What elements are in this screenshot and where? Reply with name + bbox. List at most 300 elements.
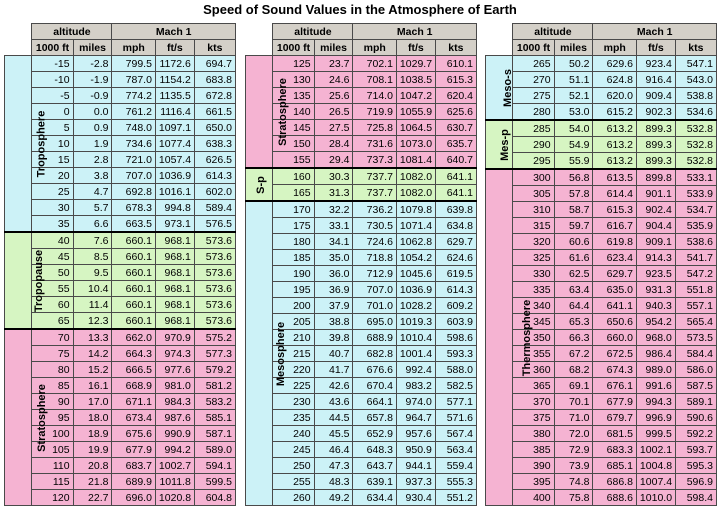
altitude-miles-cell: 63.4 — [554, 282, 593, 298]
altitude-miles-cell: 35.0 — [314, 250, 353, 266]
table-row — [246, 266, 477, 282]
header-altitude: altitude — [32, 24, 112, 40]
table-row — [486, 56, 717, 72]
kts-cell: 595.3 — [675, 458, 716, 474]
ft-per-s-cell: 899.3 — [636, 120, 675, 137]
ft-per-s-cell: 994.8 — [155, 200, 194, 216]
mph-cell: 724.6 — [353, 234, 396, 250]
kts-cell: 573.6 — [194, 313, 235, 330]
kts-cell: 589.0 — [194, 442, 235, 458]
kts-cell: 576.5 — [194, 216, 235, 233]
altitude-ft-cell: 220 — [273, 362, 314, 378]
mph-cell: 718.8 — [353, 250, 396, 266]
mph-cell: 707.0 — [353, 282, 396, 298]
mph-cell: 712.9 — [353, 266, 396, 282]
altitude-miles-cell: 69.1 — [554, 378, 593, 394]
kts-cell: 598.4 — [675, 490, 716, 506]
layer-label — [486, 56, 513, 121]
ft-per-s-cell: 1001.4 — [396, 346, 435, 362]
kts-cell: 619.5 — [435, 266, 476, 282]
ft-per-s-cell: 996.9 — [636, 410, 675, 426]
table-row — [486, 186, 717, 202]
mph-cell: 629.6 — [593, 56, 636, 72]
ft-per-s-cell: 990.9 — [155, 426, 194, 442]
mph-cell: 660.1 — [112, 297, 155, 313]
altitude-miles-cell: 31.3 — [314, 185, 353, 202]
table-row — [486, 88, 717, 104]
header-ft-per-s: ft/s — [396, 40, 435, 56]
altitude-miles-cell: 0.0 — [73, 104, 112, 120]
altitude-miles-cell: 67.2 — [554, 346, 593, 362]
table-row — [486, 442, 717, 458]
table-row — [486, 120, 717, 137]
altitude-miles-cell: 45.5 — [314, 426, 353, 442]
altitude-ft-cell: 200 — [273, 298, 314, 314]
mph-cell: 675.6 — [112, 426, 155, 442]
layer-label-text: Stratosphere — [35, 383, 48, 452]
mph-cell: 734.6 — [112, 136, 155, 152]
mph-cell: 696.0 — [112, 490, 155, 506]
altitude-miles-cell: 10.4 — [73, 281, 112, 297]
mph-cell: 677.9 — [593, 394, 636, 410]
altitude-miles-cell: 74.8 — [554, 474, 593, 490]
ft-per-s-cell: 1073.0 — [396, 136, 435, 152]
mph-cell: 613.2 — [593, 137, 636, 153]
kts-cell: 614.3 — [194, 168, 235, 184]
mph-cell: 682.8 — [353, 346, 396, 362]
kts-cell: 589.4 — [194, 200, 235, 216]
kts-cell: 593.3 — [435, 346, 476, 362]
kts-cell: 582.5 — [435, 378, 476, 394]
table-row — [246, 152, 477, 169]
altitude-miles-cell: 49.2 — [314, 490, 353, 506]
ft-per-s-cell: 974.0 — [396, 394, 435, 410]
altitude-miles-cell: 25.6 — [314, 88, 353, 104]
ft-per-s-cell: 968.1 — [155, 249, 194, 265]
altitude-ft-cell: 390 — [513, 458, 554, 474]
kts-cell: 614.3 — [435, 282, 476, 298]
ft-per-s-cell: 1004.8 — [636, 458, 675, 474]
ft-per-s-cell: 1079.8 — [396, 201, 435, 218]
mph-cell: 619.8 — [593, 234, 636, 250]
table-row — [5, 184, 236, 200]
layer-label-text: Thermosphere — [521, 299, 534, 376]
ft-per-s-cell: 984.3 — [155, 394, 194, 410]
mph-cell: 761.2 — [112, 104, 155, 120]
kts-cell: 555.3 — [435, 474, 476, 490]
mph-cell: 737.7 — [353, 185, 396, 202]
mph-cell: 664.1 — [353, 394, 396, 410]
mph-cell: 731.6 — [353, 136, 396, 152]
table-row — [5, 490, 236, 506]
table-row — [5, 56, 236, 72]
mph-cell: 634.4 — [353, 490, 396, 506]
altitude-ft-cell: -5 — [32, 88, 73, 104]
table-row — [246, 474, 477, 490]
ft-per-s-cell: 991.6 — [636, 378, 675, 394]
ft-per-s-cell: 916.4 — [636, 72, 675, 88]
altitude-miles-cell: 38.8 — [314, 314, 353, 330]
header-blank — [246, 24, 273, 56]
mph-cell: 737.3 — [353, 152, 396, 169]
table-row — [5, 474, 236, 490]
altitude-miles-cell: 62.5 — [554, 266, 593, 282]
altitude-miles-cell: 39.8 — [314, 330, 353, 346]
altitude-miles-cell: 52.1 — [554, 88, 593, 104]
table-row — [5, 329, 236, 346]
kts-cell: 592.2 — [675, 426, 716, 442]
kts-cell: 534.7 — [675, 202, 716, 218]
header-kts: kts — [194, 40, 235, 56]
header-mach-1: Mach 1 — [593, 24, 717, 40]
altitude-ft-cell: 155 — [273, 152, 314, 169]
ft-per-s-cell: 1135.5 — [155, 88, 194, 104]
mph-cell: 719.9 — [353, 104, 396, 120]
altitude-ft-cell: 365 — [513, 378, 554, 394]
kts-cell: 532.8 — [675, 137, 716, 153]
ft-per-s-cell: 901.1 — [636, 186, 675, 202]
table-row — [246, 234, 477, 250]
ft-per-s-cell: 989.0 — [636, 362, 675, 378]
altitude-ft-cell: 10 — [32, 136, 73, 152]
altitude-ft-cell: 170 — [273, 201, 314, 218]
altitude-ft-cell: 345 — [513, 314, 554, 330]
kts-cell: 593.7 — [675, 442, 716, 458]
table-row — [486, 474, 717, 490]
ft-per-s-cell: 1020.8 — [155, 490, 194, 506]
header-altitude: altitude — [513, 24, 593, 40]
speed-table-3 — [485, 23, 717, 506]
kts-cell: 579.2 — [194, 362, 235, 378]
altitude-ft-cell: 55 — [32, 281, 73, 297]
altitude-miles-cell: 34.1 — [314, 234, 353, 250]
table-row — [486, 234, 717, 250]
mph-cell: 613.2 — [593, 153, 636, 170]
table-row — [246, 201, 477, 218]
ft-per-s-cell: 970.9 — [155, 329, 194, 346]
header-mph: mph — [593, 40, 636, 56]
table-row — [486, 394, 717, 410]
ft-per-s-cell: 940.3 — [636, 298, 675, 314]
ft-per-s-cell: 923.4 — [636, 56, 675, 72]
altitude-miles-cell: 58.7 — [554, 202, 593, 218]
ft-per-s-cell: 968.1 — [155, 297, 194, 313]
altitude-miles-cell: 17.0 — [73, 394, 112, 410]
altitude-ft-cell: 20 — [32, 168, 73, 184]
altitude-miles-cell: 41.7 — [314, 362, 353, 378]
ft-per-s-cell: 1036.9 — [396, 282, 435, 298]
mph-cell: 725.8 — [353, 120, 396, 136]
header-miles: miles — [73, 40, 112, 56]
altitude-miles-cell: 61.6 — [554, 250, 593, 266]
ft-per-s-cell: 904.4 — [636, 218, 675, 234]
mph-cell: 702.1 — [353, 56, 396, 72]
mph-cell: 660.1 — [112, 249, 155, 265]
mph-cell: 708.1 — [353, 72, 396, 88]
altitude-miles-cell: 37.9 — [314, 298, 353, 314]
kts-cell: 547.1 — [675, 56, 716, 72]
table-row — [486, 458, 717, 474]
kts-cell: 583.2 — [194, 394, 235, 410]
ft-per-s-cell: 1038.5 — [396, 72, 435, 88]
altitude-miles-cell: 55.9 — [554, 153, 593, 170]
kts-cell: 672.8 — [194, 88, 235, 104]
kts-cell: 581.2 — [194, 378, 235, 394]
kts-cell: 635.7 — [435, 136, 476, 152]
table-row — [486, 72, 717, 88]
kts-cell: 586.0 — [675, 362, 716, 378]
header-miles: miles — [554, 40, 593, 56]
mph-cell: 686.8 — [593, 474, 636, 490]
speed-table-1 — [4, 23, 236, 506]
ft-per-s-cell: 1077.4 — [155, 136, 194, 152]
header-altitude: altitude — [273, 24, 353, 40]
kts-cell: 634.8 — [435, 218, 476, 234]
kts-cell: 587.5 — [675, 378, 716, 394]
mph-cell: 624.8 — [593, 72, 636, 88]
table-row — [246, 426, 477, 442]
header-ft-per-s: ft/s — [636, 40, 675, 56]
ft-per-s-cell: 973.1 — [155, 216, 194, 233]
mph-cell: 799.5 — [112, 56, 155, 72]
mph-cell: 683.7 — [112, 458, 155, 474]
altitude-miles-cell: 57.8 — [554, 186, 593, 202]
kts-cell: 557.1 — [675, 298, 716, 314]
ft-per-s-cell: 1116.4 — [155, 104, 194, 120]
altitude-ft-cell: 175 — [273, 218, 314, 234]
header-1000-ft: 1000 ft — [513, 40, 554, 56]
mph-cell: 657.8 — [353, 410, 396, 426]
mph-cell: 660.1 — [112, 281, 155, 297]
speed-table-2 — [245, 23, 477, 506]
kts-cell: 620.4 — [435, 88, 476, 104]
mph-cell: 678.3 — [112, 200, 155, 216]
kts-cell: 615.3 — [435, 72, 476, 88]
altitude-ft-cell: 400 — [513, 490, 554, 506]
ft-per-s-cell: 902.4 — [636, 202, 675, 218]
altitude-miles-cell: 44.5 — [314, 410, 353, 426]
kts-cell: 541.7 — [675, 250, 716, 266]
ft-per-s-cell: 977.6 — [155, 362, 194, 378]
altitude-ft-cell: 65 — [32, 313, 73, 330]
ft-per-s-cell: 1082.0 — [396, 185, 435, 202]
layer-label-text: Mes-p — [498, 128, 511, 161]
ft-per-s-cell: 957.6 — [396, 426, 435, 442]
ft-per-s-cell: 914.3 — [636, 250, 675, 266]
altitude-miles-cell: 36.9 — [314, 282, 353, 298]
layer-label — [246, 56, 289, 169]
altitude-miles-cell: 30.3 — [314, 168, 353, 185]
mph-cell: 730.5 — [353, 218, 396, 234]
table-row — [486, 282, 717, 298]
kts-cell: 577.1 — [435, 394, 476, 410]
altitude-ft-cell: 80 — [32, 362, 73, 378]
altitude-miles-cell: 40.7 — [314, 346, 353, 362]
altitude-miles-cell: 3.8 — [73, 168, 112, 184]
kts-cell: 609.2 — [435, 298, 476, 314]
altitude-ft-cell: 395 — [513, 474, 554, 490]
kts-cell: 538.6 — [675, 234, 716, 250]
altitude-miles-cell: 64.4 — [554, 298, 593, 314]
altitude-miles-cell: 26.5 — [314, 104, 353, 120]
ft-per-s-cell: 1002.1 — [636, 442, 675, 458]
ft-per-s-cell: 1064.5 — [396, 120, 435, 136]
layer-label-text: Tropopause — [33, 249, 46, 312]
kts-cell: 602.0 — [194, 184, 235, 200]
header-mph: mph — [353, 40, 396, 56]
ft-per-s-cell: 1082.0 — [396, 168, 435, 185]
ft-per-s-cell: 987.6 — [155, 410, 194, 426]
altitude-ft-cell: 375 — [513, 410, 554, 426]
layer-label-text: Stratosphere — [276, 77, 289, 146]
altitude-ft-cell: 385 — [513, 442, 554, 458]
altitude-ft-cell: 105 — [32, 442, 73, 458]
altitude-ft-cell: 325 — [513, 250, 554, 266]
altitude-ft-cell: 165 — [273, 185, 314, 202]
ft-per-s-cell: 899.8 — [636, 169, 675, 186]
mph-cell: 721.0 — [112, 152, 155, 168]
kts-cell: 640.7 — [435, 152, 476, 169]
altitude-miles-cell: 23.7 — [314, 56, 353, 72]
altitude-ft-cell: 370 — [513, 394, 554, 410]
mph-cell: 695.0 — [353, 314, 396, 330]
header-kts: kts — [675, 40, 716, 56]
kts-cell: 573.5 — [675, 330, 716, 346]
altitude-miles-cell: 43.6 — [314, 394, 353, 410]
mph-cell: 613.2 — [593, 120, 636, 137]
altitude-miles-cell: 24.6 — [314, 72, 353, 88]
ft-per-s-cell: 1036.9 — [155, 168, 194, 184]
altitude-ft-cell: 270 — [513, 72, 554, 88]
altitude-miles-cell: 29.4 — [314, 152, 353, 169]
altitude-miles-cell: 8.5 — [73, 249, 112, 265]
layer-label — [5, 56, 48, 233]
altitude-ft-cell: 130 — [273, 72, 314, 88]
ft-per-s-cell: 930.4 — [396, 490, 435, 506]
altitude-miles-cell: 36.0 — [314, 266, 353, 282]
kts-cell: 603.9 — [435, 314, 476, 330]
layer-label-text: Meso-s — [501, 68, 514, 107]
table-row — [486, 490, 717, 506]
altitude-miles-cell: 33.1 — [314, 218, 353, 234]
mph-cell: 774.2 — [112, 88, 155, 104]
mph-cell: 639.1 — [353, 474, 396, 490]
mph-cell: 689.9 — [112, 474, 155, 490]
header-1000-ft: 1000 ft — [32, 40, 73, 56]
ft-per-s-cell: 899.3 — [636, 137, 675, 153]
altitude-ft-cell: 235 — [273, 410, 314, 426]
ft-per-s-cell: 909.1 — [636, 234, 675, 250]
layer-label — [246, 168, 273, 201]
layer-label — [486, 120, 513, 169]
altitude-ft-cell: 145 — [273, 120, 314, 136]
altitude-ft-cell: 100 — [32, 426, 73, 442]
mph-cell: 663.5 — [112, 216, 155, 233]
altitude-ft-cell: 215 — [273, 346, 314, 362]
ft-per-s-cell: 983.2 — [396, 378, 435, 394]
table-row — [246, 218, 477, 234]
table-row — [486, 153, 717, 170]
ft-per-s-cell: 1154.2 — [155, 72, 194, 88]
table-row — [486, 378, 717, 394]
altitude-miles-cell: 2.8 — [73, 152, 112, 168]
ft-per-s-cell: 968.0 — [636, 330, 675, 346]
mph-cell: 650.6 — [593, 314, 636, 330]
kts-cell: 532.8 — [675, 120, 716, 137]
altitude-miles-cell: -1.9 — [73, 72, 112, 88]
mph-cell: 660.1 — [112, 313, 155, 330]
altitude-ft-cell: 40 — [32, 232, 73, 249]
ft-per-s-cell: 1057.4 — [155, 152, 194, 168]
altitude-ft-cell: 110 — [32, 458, 73, 474]
layer-label-text: S-p — [254, 175, 267, 194]
altitude-miles-cell: 68.2 — [554, 362, 593, 378]
altitude-ft-cell: 350 — [513, 330, 554, 346]
altitude-miles-cell: 73.9 — [554, 458, 593, 474]
altitude-miles-cell: 70.1 — [554, 394, 593, 410]
ft-per-s-cell: 931.3 — [636, 282, 675, 298]
mph-cell: 688.6 — [593, 490, 636, 506]
ft-per-s-cell: 937.3 — [396, 474, 435, 490]
ft-per-s-cell: 986.4 — [636, 346, 675, 362]
mph-cell: 685.1 — [593, 458, 636, 474]
altitude-ft-cell: 250 — [273, 458, 314, 474]
table-row — [486, 266, 717, 282]
kts-cell: 565.4 — [675, 314, 716, 330]
kts-cell: 626.5 — [194, 152, 235, 168]
kts-cell: 694.7 — [194, 56, 235, 72]
kts-cell: 683.8 — [194, 72, 235, 88]
ft-per-s-cell: 1054.2 — [396, 250, 435, 266]
mph-cell: 737.7 — [353, 168, 396, 185]
table-row — [486, 104, 717, 121]
ft-per-s-cell: 1011.8 — [155, 474, 194, 490]
kts-cell: 596.9 — [675, 474, 716, 490]
mph-cell: 676.6 — [353, 362, 396, 378]
mph-cell: 660.0 — [593, 330, 636, 346]
layer-label — [5, 232, 46, 329]
ft-per-s-cell: 964.7 — [396, 410, 435, 426]
mph-cell: 635.0 — [593, 282, 636, 298]
altitude-ft-cell: 45 — [32, 249, 73, 265]
kts-cell: 624.6 — [435, 250, 476, 266]
ft-per-s-cell: 1045.6 — [396, 266, 435, 282]
altitude-ft-cell: 70 — [32, 329, 73, 346]
kts-cell: 551.8 — [675, 282, 716, 298]
table-row — [5, 200, 236, 216]
altitude-ft-cell: 230 — [273, 394, 314, 410]
altitude-miles-cell: 42.6 — [314, 378, 353, 394]
table-row — [5, 458, 236, 474]
altitude-miles-cell: 12.3 — [73, 313, 112, 330]
altitude-ft-cell: 95 — [32, 410, 73, 426]
altitude-ft-cell: 300 — [513, 169, 554, 186]
kts-cell: 559.4 — [435, 458, 476, 474]
mph-cell: 660.1 — [112, 232, 155, 249]
altitude-miles-cell: 18.9 — [73, 426, 112, 442]
altitude-miles-cell: 7.6 — [73, 232, 112, 249]
ft-per-s-cell: 902.3 — [636, 104, 675, 121]
altitude-ft-cell: 275 — [513, 88, 554, 104]
mph-cell: 683.3 — [593, 442, 636, 458]
altitude-miles-cell: 72.0 — [554, 426, 593, 442]
header-kts: kts — [435, 40, 476, 56]
altitude-ft-cell: 335 — [513, 282, 554, 298]
ft-per-s-cell: 944.1 — [396, 458, 435, 474]
kts-cell: 532.8 — [675, 153, 716, 170]
altitude-ft-cell: 190 — [273, 266, 314, 282]
kts-cell: 590.6 — [675, 410, 716, 426]
